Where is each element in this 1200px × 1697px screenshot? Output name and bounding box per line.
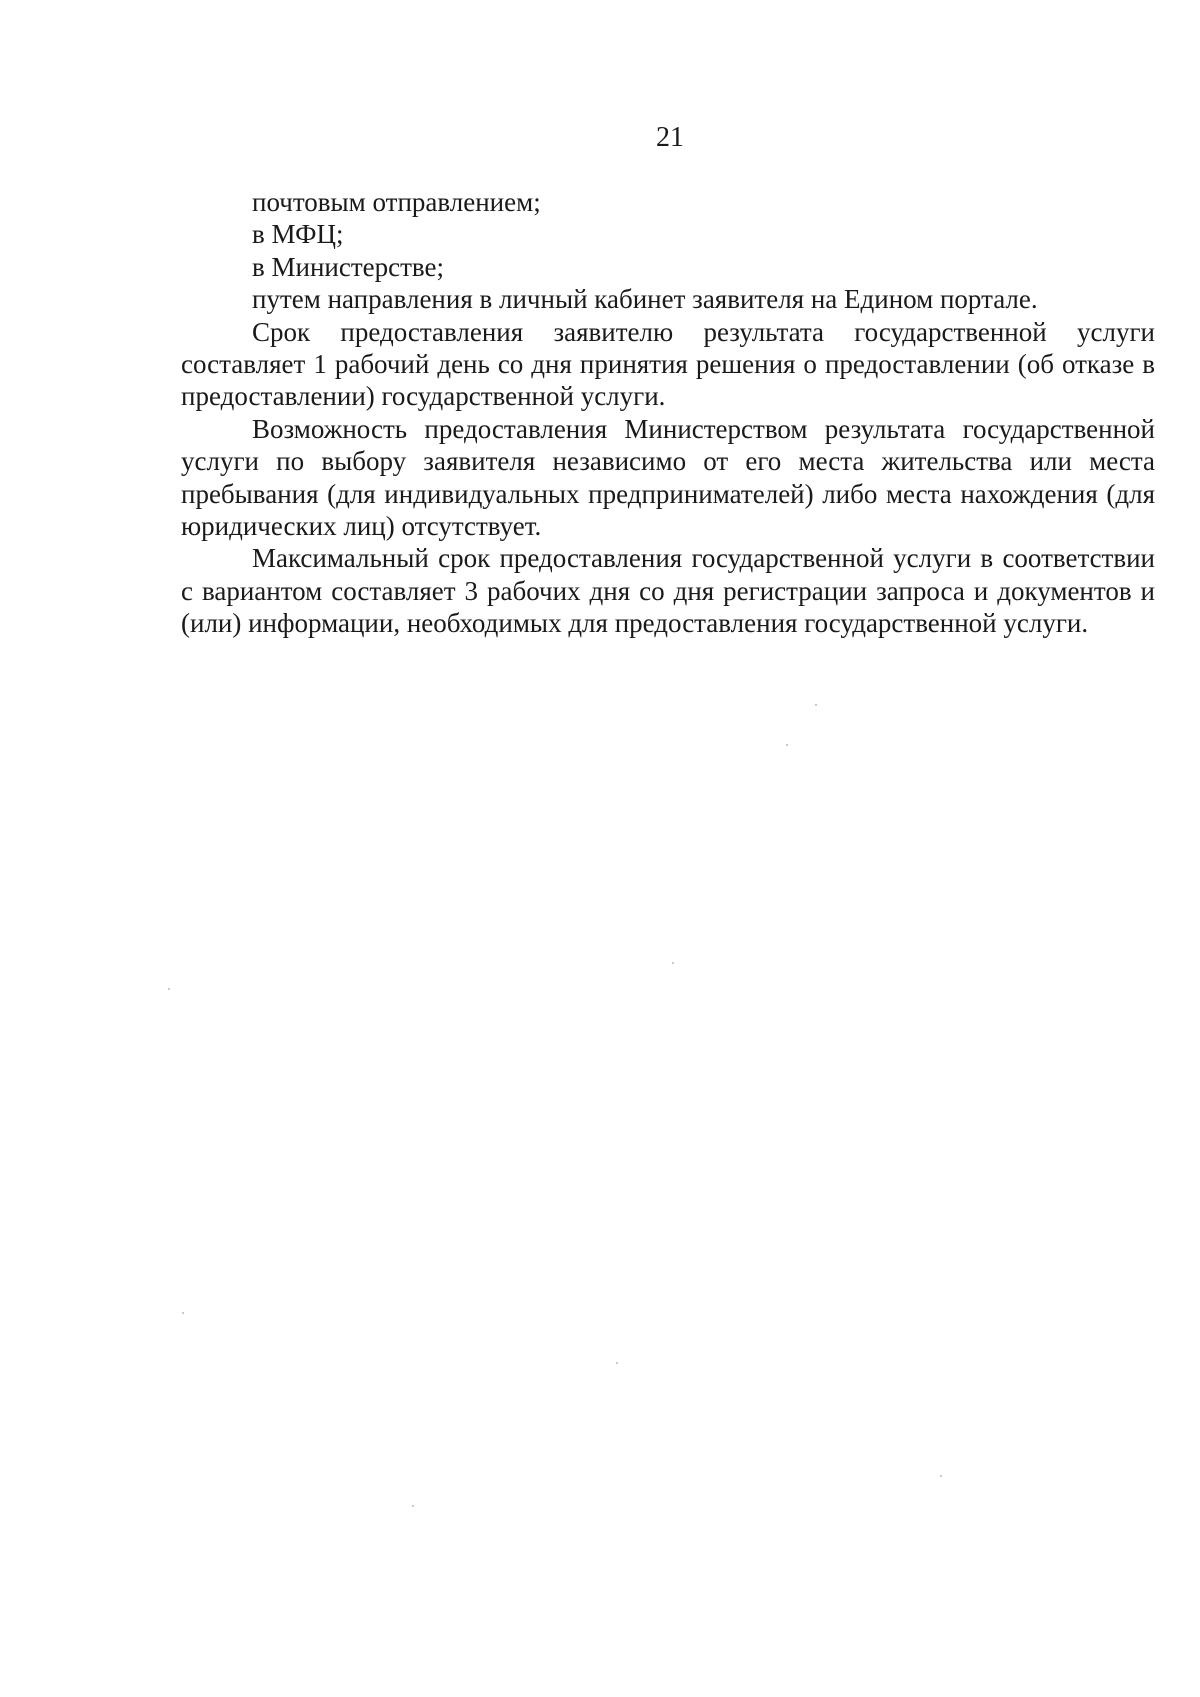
list-item-mail: почтовым отправлением; — [252, 187, 541, 217]
scan-speck — [672, 962, 674, 964]
list-item-portal: путем направления в личный кабинет заявителя на Едином портале. — [252, 284, 1038, 315]
scan-speck — [616, 1362, 618, 1364]
scan-speck — [412, 1505, 414, 1507]
paragraph-result-term: Срок предоставления заявителю результата государственной услуги составляет 1 рабочий день со дня принятия решения о предоставлении (об отказе в предоставлении) государственной услуги. — [181, 316, 1155, 412]
page-number: 21 — [656, 122, 684, 153]
list-item-ministry: в Министерстве; — [252, 251, 444, 282]
scan-speck — [786, 744, 788, 746]
paragraph-max-term: Максимальный срок предоставления государственной услуги в соответствии с вариантом составляет 3 рабочих дня со дня регистрации запроса и документов и (или) информации, необходимых для предоставления государственной услуги. — [181, 543, 1155, 639]
list-item-mfc: в МФЦ; — [252, 219, 344, 250]
scan-speck — [815, 704, 817, 706]
scan-speck — [168, 988, 170, 990]
document-body — [181, 186, 1155, 640]
scan-speck — [182, 1312, 184, 1314]
scan-speck — [940, 1475, 942, 1477]
paragraph-extraterritorial: Возможность предоставления Министерством результата государственной услуги по выбору заявителя независимо от его места жительства или места пребывания (для индивидуальных предпринимателей) либо места нахождения (для юридических лиц) отсутствует. — [181, 413, 1155, 542]
